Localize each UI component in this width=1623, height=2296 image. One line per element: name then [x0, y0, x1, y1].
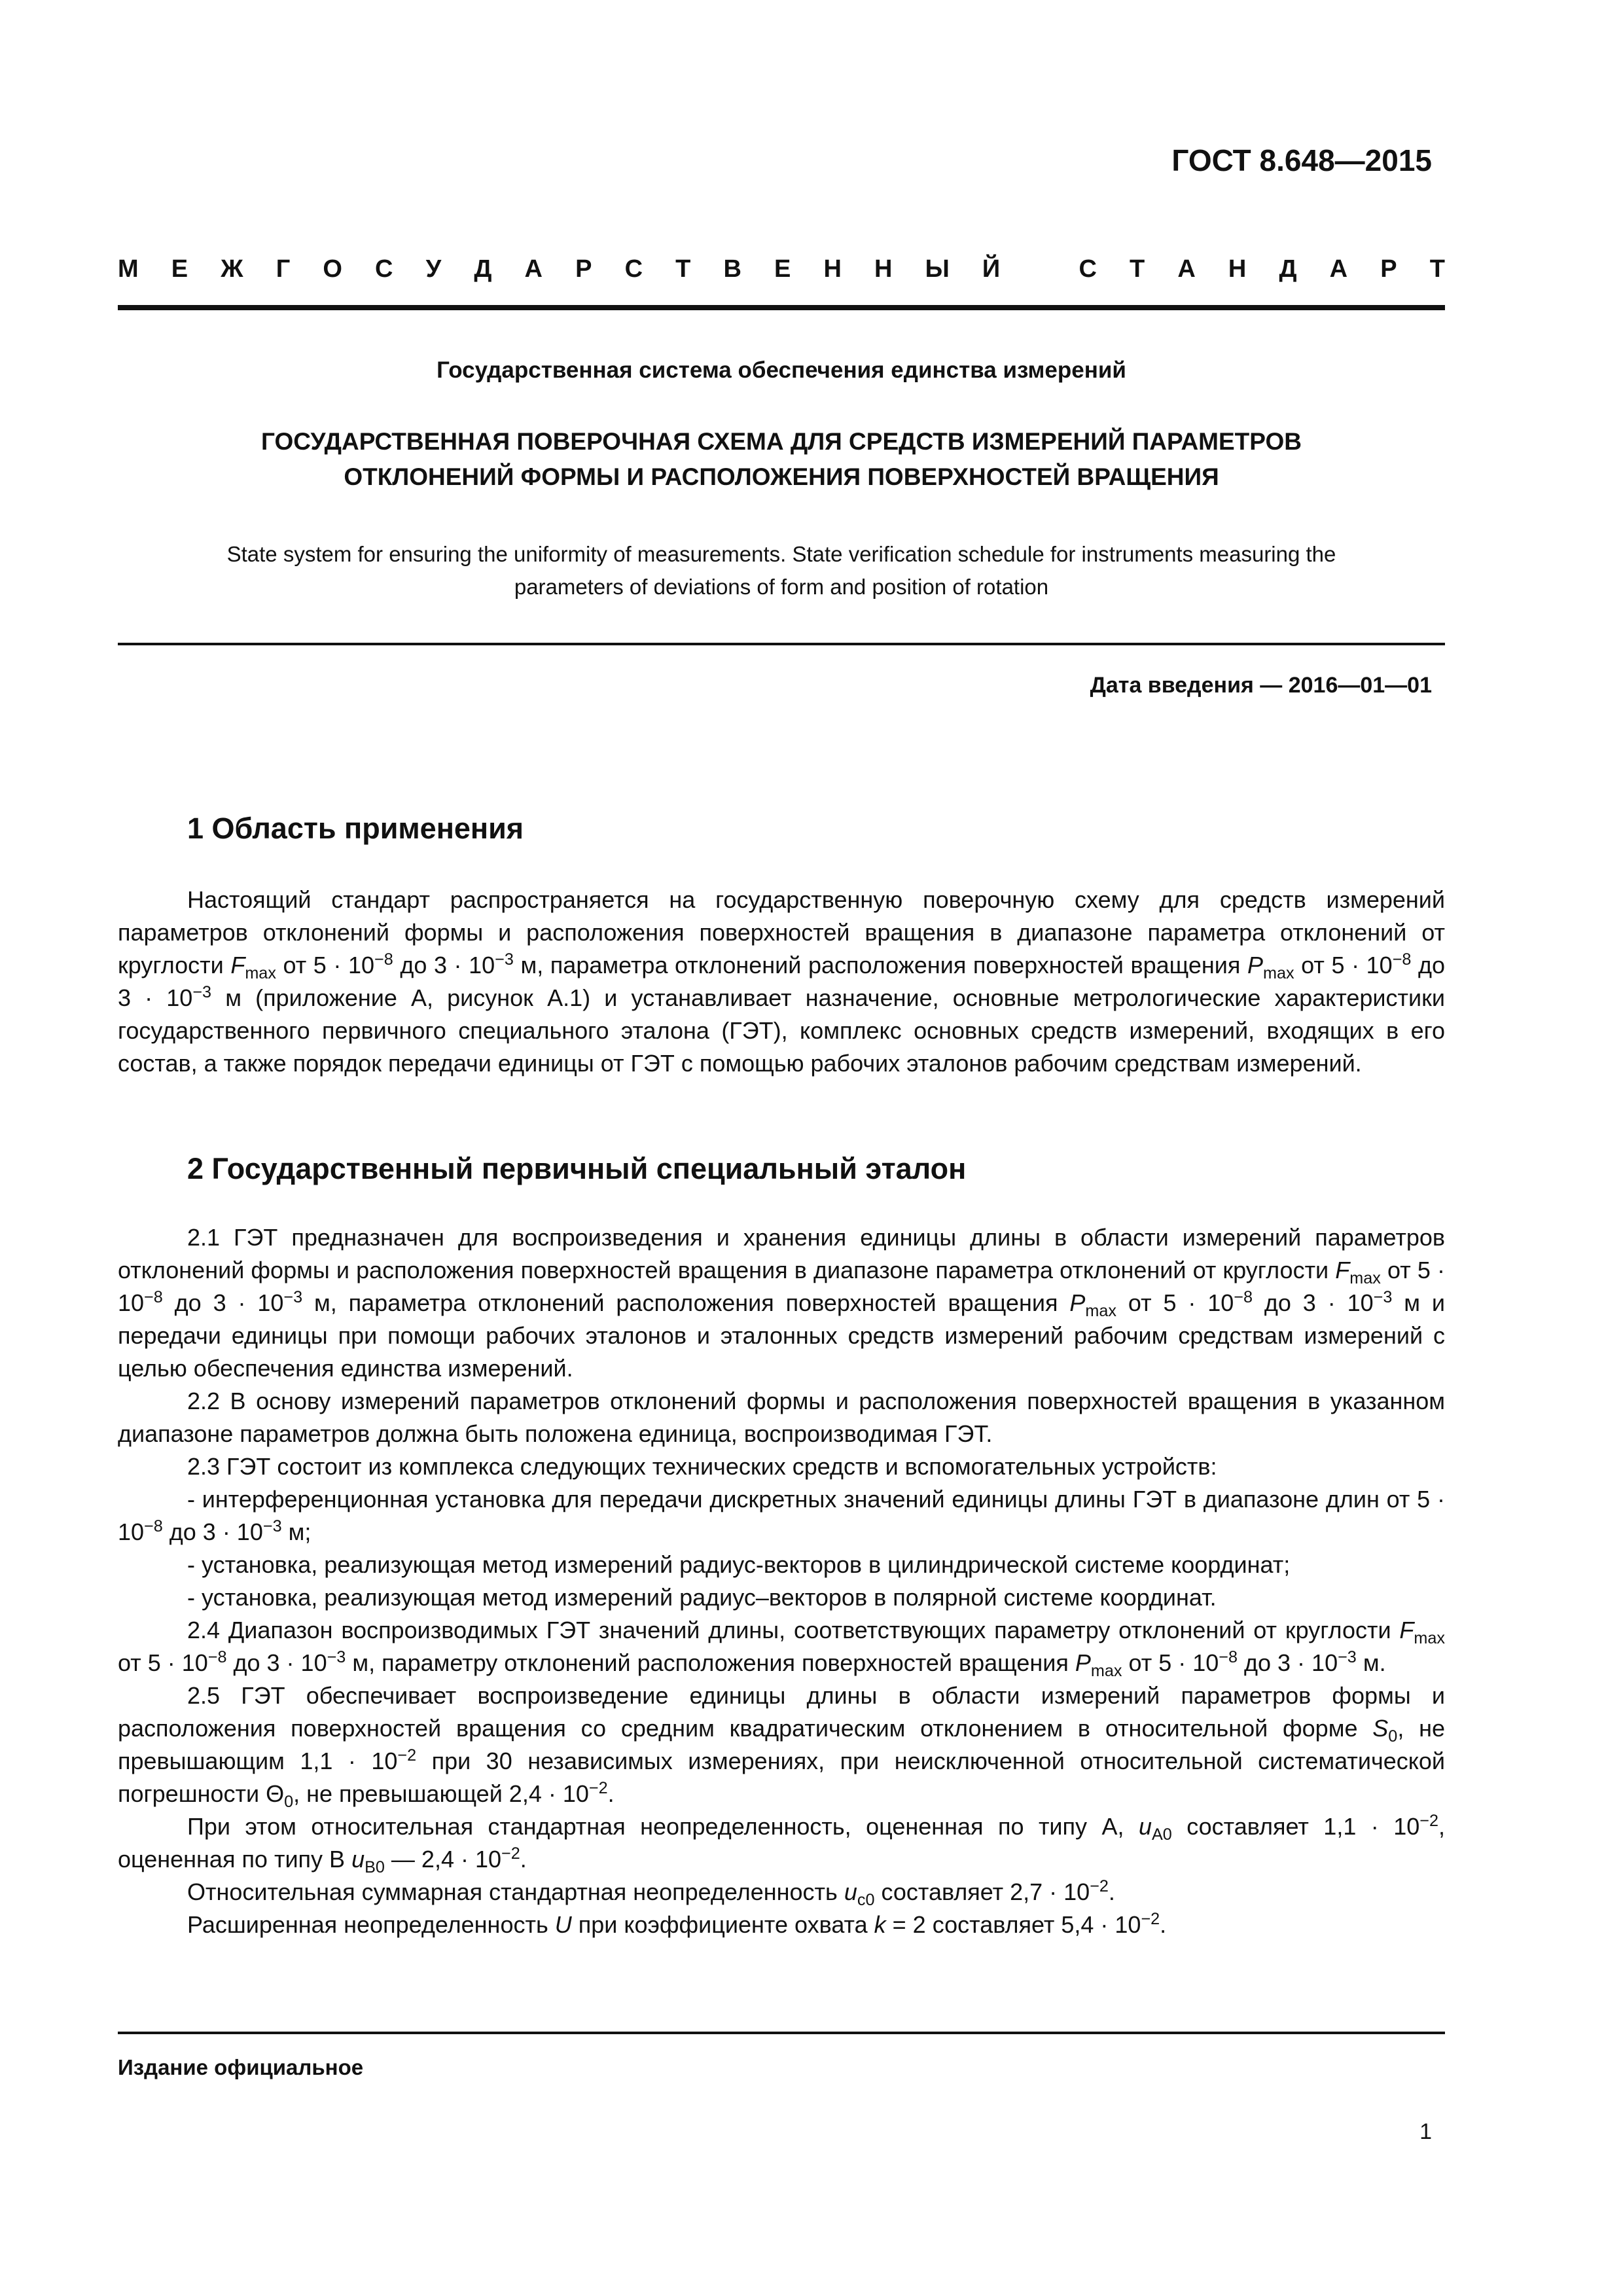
banner-letter: Н: [823, 255, 842, 283]
paragraph-2-1: 2.1 ГЭТ предназначен для воспроизведения и хранения единицы длины в области измерений параметров отклонений формы и расположения поверхностей вращения в диапазоне параметра отклонений от круглости $F_{max}$ от $5 \cdot 10^{-8}$ до $3 \cdot 10^{-3}$ м, параметра отклонений расположения поверхностей вращения $P_{max}$ от $5 \cdot 10^{-8}$ до $3 \cdot 10^{-3}$ м и передачи единицы при помощи рабочих эталонов и эталонных средств измерений рабочим средствам измерений с целью обеспечения единства измерений.: [118, 1224, 1445, 1382]
list-item-3: - установка, реализующая метод измерений радиус–векторов в полярной системе координат.: [187, 1584, 1217, 1611]
list-item-2: - установка, реализующая метод измерений радиус-векторов в цилиндрической системе координат;: [187, 1551, 1291, 1578]
banner-letter: Д: [1279, 255, 1297, 283]
list-item-1: - интерференционная установка для передачи дискретных значений единицы длины ГЭТ в диапазоне длин от $5 \cdot 10^{-8}$ до $3 \cdot 10^{-3}$ м;: [118, 1486, 1445, 1545]
section-2-heading: 2 Государственный первичный специальный эталон: [187, 1152, 967, 1185]
footer-rule: [118, 2032, 1445, 2034]
banner-letter: Т: [675, 255, 691, 283]
title-en-line-2: parameters of deviations of form and position of rotation: [514, 575, 1049, 599]
section-2-body: [118, 1221, 1445, 1941]
paragraph-2-8: Расширенная неопределенность U при коэффициенте охвата k = 2 составляет $5,4 \cdot 10^{-2}$.: [187, 1910, 1167, 1938]
banner-letter: Р: [1380, 255, 1397, 283]
introduction-date: Дата введения — 2016—01—01: [1090, 673, 1432, 698]
title-line-1: ГОСУДАРСТВЕННАЯ ПОВЕРОЧНАЯ СХЕМА ДЛЯ СРЕДСТВ ИЗМЕРЕНИЙ ПАРАМЕТРОВ: [261, 428, 1302, 455]
header-rule: [118, 305, 1445, 310]
banner-letter: О: [323, 255, 342, 283]
interstate-standard-banner: [118, 255, 1445, 283]
page-number: 1: [1419, 2119, 1432, 2144]
paragraph-2-5: 2.5 ГЭТ обеспечивает воспроизведение единицы длины в области измерений параметров формы и расположения поверхностей вращения со средним квадратическим отклонением в относительной форме $S_0$, не превышающим $1,1 \cdot 10^{-2}$ при 30 независимых измерениях, при неисключенной относительной систематической погрешности $\Theta_0$, не превышающей $2,4 \cdot 10^{-2}$.: [118, 1682, 1446, 1812]
banner-letter: А: [524, 255, 543, 283]
banner-letter: Й: [982, 255, 1001, 283]
official-edition-label: Издание официальное: [118, 2055, 364, 2079]
banner-letter: С: [1079, 255, 1097, 283]
paragraph-2-3: 2.3 ГЭТ состоит из комплекса следующих технических средств и вспомогательных устройств:: [187, 1453, 1217, 1480]
banner-letter: Ж: [221, 255, 243, 283]
title-rule: [118, 643, 1445, 645]
paragraph-2-6: При этом относительная стандартная неопределенность, оцененная по типу А, $u_{A0}$ составляет $1,1 \cdot 10^{-2}$, оцененная по типу В $u_{B0}$ — $2,4 \cdot 10^{-2}$.: [118, 1812, 1445, 1877]
paragraph-2-7: Относительная суммарная стандартная неопределенность $u_{c0}$ составляет $2,7 \cdot 10^{-2}$.: [187, 1877, 1115, 1910]
banner-letter: А: [1177, 255, 1196, 283]
banner-letter: В: [723, 255, 741, 283]
standard-title: [118, 424, 1445, 495]
banner-letter: Н: [1228, 255, 1247, 283]
banner-letter: Ы: [925, 255, 950, 283]
system-name: Государственная система обеспечения единства измерений: [437, 357, 1126, 383]
paragraph-2-2: 2.2 В основу измерений параметров отклонений формы и расположения поверхностей вращения в указанном диапазоне параметров должна быть положена единица, воспроизводимая ГЭТ.: [118, 1388, 1445, 1447]
section-1-paragraph: Настоящий стандарт распространяется на государственную поверочную схему для средств измерений параметров отклонений формы и расположения поверхностей вращения в диапазоне параметра отклонений от круглости $F_{max}$ от $5 \cdot 10^{-8}$ до $3 \cdot 10^{-3}$ м, параметра отклонений расположения поверхностей вращения $P_{max}$ от $5 \cdot 10^{-8}$ до $3 \cdot 10^{-3}$ м (приложение А, рисунок А.1) и устанавливает назначение, основные метрологические характеристики государственного первичного специального эталона (ГЭТ), комплекс основных средств измерений, входящих в его состав, а также порядок передачи единицы от ГЭТ с помощью рабочих эталонов рабочим средствам измерений.: [118, 886, 1446, 1077]
banner-letter: С: [375, 255, 393, 283]
banner-letter: Н: [874, 255, 893, 283]
banner-letter: Д: [474, 255, 492, 283]
gost-code: ГОСТ 8.648—2015: [1171, 143, 1432, 177]
banner-letter: У: [425, 255, 442, 283]
banner-letter: [1033, 255, 1046, 283]
banner-letter: Г: [276, 255, 291, 283]
banner-letter: Е: [171, 255, 188, 283]
title-line-2: ОТКЛОНЕНИЙ ФОРМЫ И РАСПОЛОЖЕНИЯ ПОВЕРХНОСТЕЙ ВРАЩЕНИЯ: [344, 463, 1219, 490]
banner-letter: Р: [575, 255, 592, 283]
banner-letter: М: [118, 255, 139, 283]
title-en-line-1: State system for ensuring the uniformity of measurements. State verification schedule for instruments measuring the: [226, 542, 1336, 566]
standard-title-english: [118, 538, 1445, 603]
section-1-body: [118, 884, 1445, 1080]
banner-letter: А: [1329, 255, 1348, 283]
banner-letter: Т: [1130, 255, 1145, 283]
section-1-heading: 1 Область применения: [187, 812, 524, 845]
paragraph-2-4: 2.4 Диапазон воспроизводимых ГЭТ значений длины, соответствующих параметру отклонений от круглости $F_{max}$ от $5 \cdot 10^{-8}$ до $3 \cdot 10^{-3}$ м, параметру отклонений расположения поверхностей вращения $P_{max}$ от $5 \cdot 10^{-8}$ до $3 \cdot 10^{-3}$ м.: [118, 1617, 1445, 1681]
banner-letter: Е: [774, 255, 791, 283]
banner-letter: С: [624, 255, 643, 283]
banner-letter: Т: [1429, 255, 1445, 283]
